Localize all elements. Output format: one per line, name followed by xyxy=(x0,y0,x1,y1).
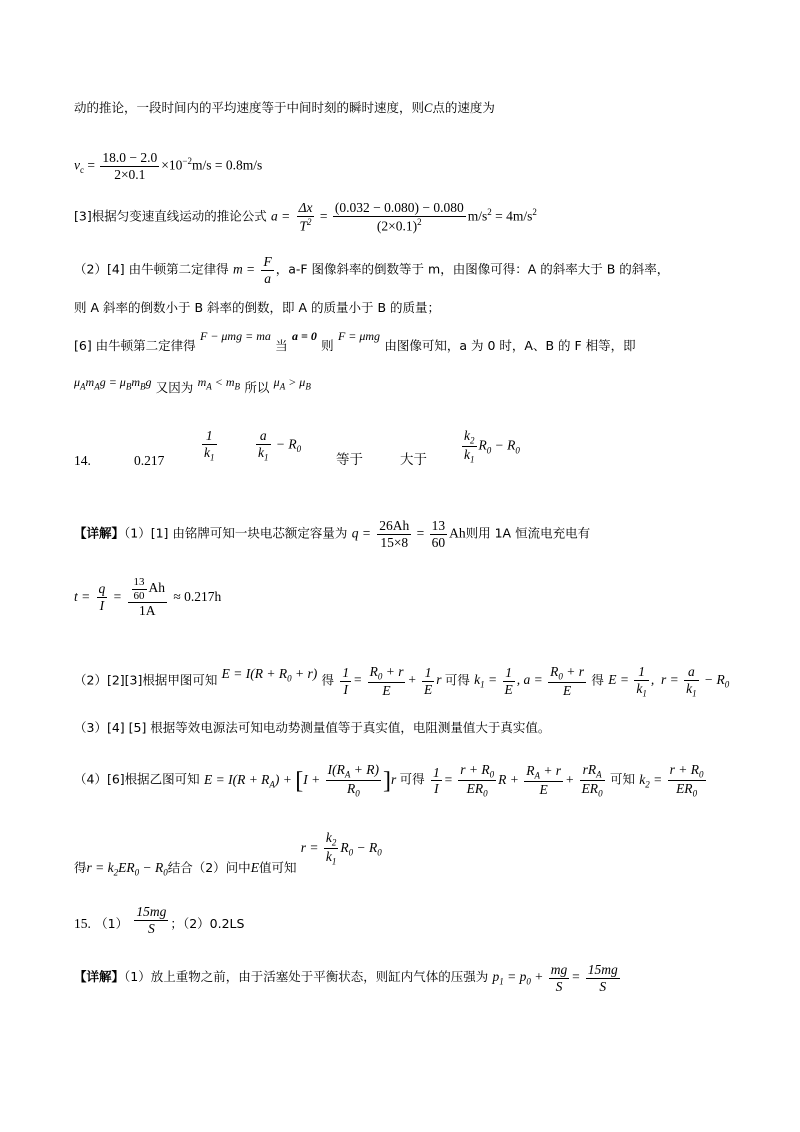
fraction xyxy=(100,150,159,182)
question-15-answer: 15. （1） $\frac{15mg}{S}$ ；（2）0.2LS xyxy=(74,904,245,936)
fraction: $\frac{F}{a}$ xyxy=(263,254,272,286)
text: 所以 xyxy=(244,380,270,395)
equation: $k_1$ = $\frac{1}{E}$ , a = $\frac{R_0 + r}{E}$ xyxy=(474,664,585,699)
paragraph-line xyxy=(74,302,440,315)
paragraph-line xyxy=(74,722,550,735)
symbol: v xyxy=(74,157,80,173)
text: （4）[6]根据乙图可知 xyxy=(74,771,200,787)
equation: $\mu_A > \mu_B$ xyxy=(273,375,311,392)
text: m = xyxy=(232,261,256,277)
answer-3: $\frac{a}{k_1}$ − $R_0$ xyxy=(258,428,302,463)
numerator: Δx xyxy=(298,200,313,215)
text: m/s = 0.8m/s xyxy=(191,157,263,173)
text: ，a-F 图像斜率的倒数等于 m，由图像可得：A 的斜率大于 B 的斜率， xyxy=(275,261,670,277)
fraction xyxy=(333,200,466,234)
fraction: $\frac{26Ah}{15\times 8}$ xyxy=(379,518,410,550)
text: （2）[2][3]根据甲图可知 xyxy=(74,672,218,688)
equation: F − μmg = ma xyxy=(199,329,271,343)
paragraph-line: （4）[6]根据乙图可知 $E = I(R + R_A) + [I$ + $\frac{I(R_A + R)}{R_0}$ ]r 可得 $\frac{1}{I}$ = $\frac{r + R_0}{ER_0}$ R + $\frac{R_A + r}{E}$ + $\frac{rR_A}{ER_0}$ 可知 $k_2$ = $\frac{r + R_0}{ER_0}$ xyxy=(74,762,708,799)
paragraph-line xyxy=(74,102,495,115)
text: ×10 xyxy=(161,157,183,173)
text: 当 xyxy=(275,338,288,353)
denominator: 2×0.1 xyxy=(114,166,146,182)
equation: $r = k_2ER_0 - R_0$ xyxy=(86,859,168,878)
paragraph-line xyxy=(74,329,636,354)
equation: F = μmg xyxy=(337,329,381,343)
text: 又因为 xyxy=(155,380,194,395)
equation-vc: $v_c$ = $\frac{18.0 - 2.0}{2\times 0.1}$ $\times 10^{-2}m/s = 0.8m/s$ xyxy=(74,150,263,182)
equation: a = 0 xyxy=(291,329,317,343)
equation: $m_A < m_B$ xyxy=(197,375,241,392)
equation: $\frac{1}{I}$ = $\frac{R_0 + r}{E}$ + $\frac{1}{E}$ r xyxy=(342,664,445,699)
equation-time: t = $\frac{q}{I}$ = $\frac{13}{60}$ Ah 1A ≈ 0.217h xyxy=(74,576,222,619)
equation: r = $\frac{k_2}{k_1}$ $R_0 - R_0$ xyxy=(300,830,382,867)
paragraph-line xyxy=(74,375,311,397)
denominator: $T^2$ xyxy=(299,216,312,234)
paragraph-line xyxy=(74,962,622,994)
text: 则 A 斜率的倒数小于 B 斜率的倒数，即 A 的质量小于 B 的质量； xyxy=(74,300,441,315)
equation: $\mu_Am_Ag = \mu_Bm_Bg$ xyxy=(74,375,152,392)
paragraph-line: 【详解】（1）[1] 由铭牌可知一块电芯额定容量为 q = $\frac{26Ah}{15\times 8}$ = $\frac{13}{60}$ Ah则用 1A 恒流电充电有 xyxy=(74,518,591,550)
text: （1）[1] 由铭牌可知一块电芯额定容量为 xyxy=(124,525,348,541)
text: = 4m/s xyxy=(491,208,533,224)
answer-5: 大于 xyxy=(400,452,427,468)
denominator: $(2\times 0.1)^2$ xyxy=(376,216,422,234)
numerator: (0.032 − 0.080) − 0.080 xyxy=(334,200,464,215)
text: [6] 由牛顿第二定律得 xyxy=(74,338,196,353)
paragraph-line: （2）[2][3]根据甲图可知 $E = I(R + R_0 + r)$ 得 $\frac{1}{I}$ = $\frac{R_0 + r}{E}$ + $\frac{1}{E}$ r 可得 $k_1$ = $\frac{1}{E}$ , a = $\frac{R_0 + r}{E}$ 得 E = $\frac{1}{k_1}$ , r = $\frac{a}{k_1}$ − $R_0$ xyxy=(74,664,730,699)
section-label: 【详解】 xyxy=(74,525,125,541)
fraction xyxy=(297,200,315,234)
text: （2）[4] 由牛顿第二定律得 xyxy=(74,261,229,277)
answer-6: $\frac{k_2}{k_1}$ $R_0 - R_0$ xyxy=(464,428,520,465)
equation: $\frac{1}{I}$ = $\frac{r + R_0}{ER_0}$ R + $\frac{R_A + r}{E}$ + $\frac{rR_A}{ER_0}$ xyxy=(432,762,603,799)
answer-1: 0.217 xyxy=(134,453,165,468)
text: 则 xyxy=(321,338,334,353)
fraction: $\frac{13}{60}$ xyxy=(431,518,446,550)
text: [3]根据匀变速直线运动的推论公式 xyxy=(74,208,267,224)
paragraph-line xyxy=(74,254,669,286)
text: m/s xyxy=(467,208,488,224)
text: 点的速度为 xyxy=(432,100,495,115)
subscript: c xyxy=(80,165,84,176)
superscript: −2 xyxy=(182,156,192,167)
question-number: 14. xyxy=(74,453,91,468)
text: a = xyxy=(271,208,291,224)
equation: $k_2$ = $\frac{r + R_0}{ER_0}$ xyxy=(639,762,704,799)
answer-4: 等于 xyxy=(336,452,363,468)
equation: E = $\frac{1}{k_1}$ , r = $\frac{a}{k_1}$ − $R_0$ xyxy=(608,664,730,699)
paragraph-line: 得$r = k_2ER_0 - R_0$结合（2）问中E值可知 r = $\frac{k_2}{k_1}$ $R_0 - R_0$ xyxy=(74,830,382,878)
numerator: 18.0 − 2.0 xyxy=(102,150,158,165)
text: 由图像可知，a 为 0 时，A、B 的 F 相等，即 xyxy=(384,338,636,353)
section-label: 【详解】 xyxy=(74,969,125,985)
equation: $p_1 = p_0$ + $\frac{mg}{S}$ = $\frac{15mg}{S}$ xyxy=(492,962,618,994)
answer-2: $\frac{1}{k_1}$ xyxy=(204,428,215,463)
text: C xyxy=(424,101,433,115)
equation: $E = I(R + R_A) + [I$ + $\frac{I(R_A + R)}{R_0}$ ]r xyxy=(203,762,400,799)
equation: $E = I(R + R_0 + r)$ xyxy=(221,666,318,685)
text: （3）[4] [5] 根据等效电源法可知电动势测量值等于真实值，电阻测量值大于真实值。 xyxy=(74,720,551,735)
text: （1）放上重物之前，由于活塞处于平衡状态，则缸内气体的压强为 xyxy=(124,969,489,985)
text: 动的推论，一段时间内的平均速度等于中间时刻的瞬时速度，则 xyxy=(74,100,425,115)
equation-acceleration: [3]根据匀变速直线运动的推论公式 a = $\frac{\Delta x}{T^2}$ = $\frac{(0.032 - 0.080) - 0.080}{(2\times 0.1)^2}$ $m/s^2 = 4m/s^2$ xyxy=(74,200,537,234)
text: 则用 1A 恒流电充电有 xyxy=(465,525,591,541)
